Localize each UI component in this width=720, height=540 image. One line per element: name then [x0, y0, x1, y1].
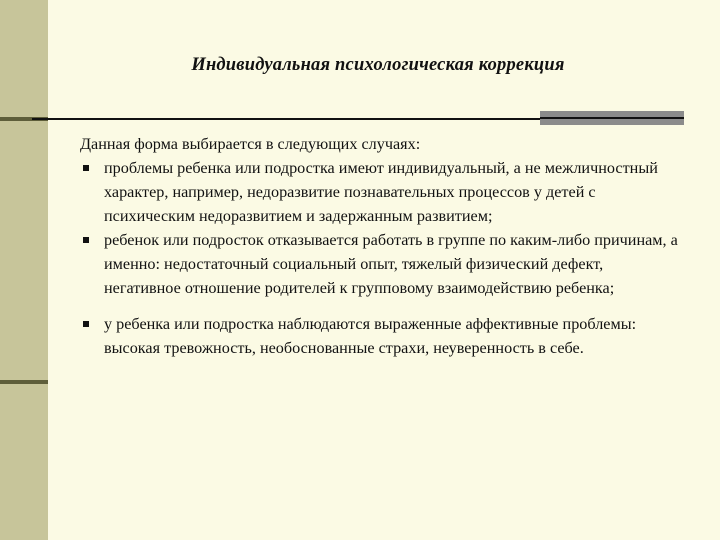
slide-body — [80, 132, 680, 360]
intro-text: Данная форма выбирается в следующих случаях: — [80, 135, 421, 153]
bullet-text: проблемы ребенка или подростка имеют индивидуальный, а не межличностный характер, например, недоразвитие познавательных процессов у детей с психическим недоразвитием и задержанным развитием; — [104, 159, 658, 225]
title-underline — [32, 118, 540, 120]
square-bullet-icon — [83, 237, 89, 243]
square-bullet-icon — [83, 165, 89, 171]
bullet-list — [80, 156, 680, 360]
bullet-text: ребенок или подросток отказывается работать в группе по каким-либо причинам, а именно: недостаточный социальный опыт, тяжелый физический дефект, негативное отношение родителей к групповому взаимодействию ребенка; — [104, 231, 678, 297]
bullet-item — [80, 312, 680, 360]
side-bar-mark-bottom — [0, 380, 48, 384]
bullet-item — [80, 156, 680, 228]
square-bullet-icon — [83, 321, 89, 327]
slide-title: Индивидуальная психологическая коррекция — [191, 55, 565, 75]
side-decor-bar — [0, 0, 48, 540]
bullet-item — [80, 228, 680, 300]
title-accent-block — [540, 111, 684, 125]
bullet-text: у ребенка или подростка наблюдаются выраженные аффективные проблемы: высокая тревожность, необоснованные страхи, неуверенность в себе. — [104, 315, 637, 357]
